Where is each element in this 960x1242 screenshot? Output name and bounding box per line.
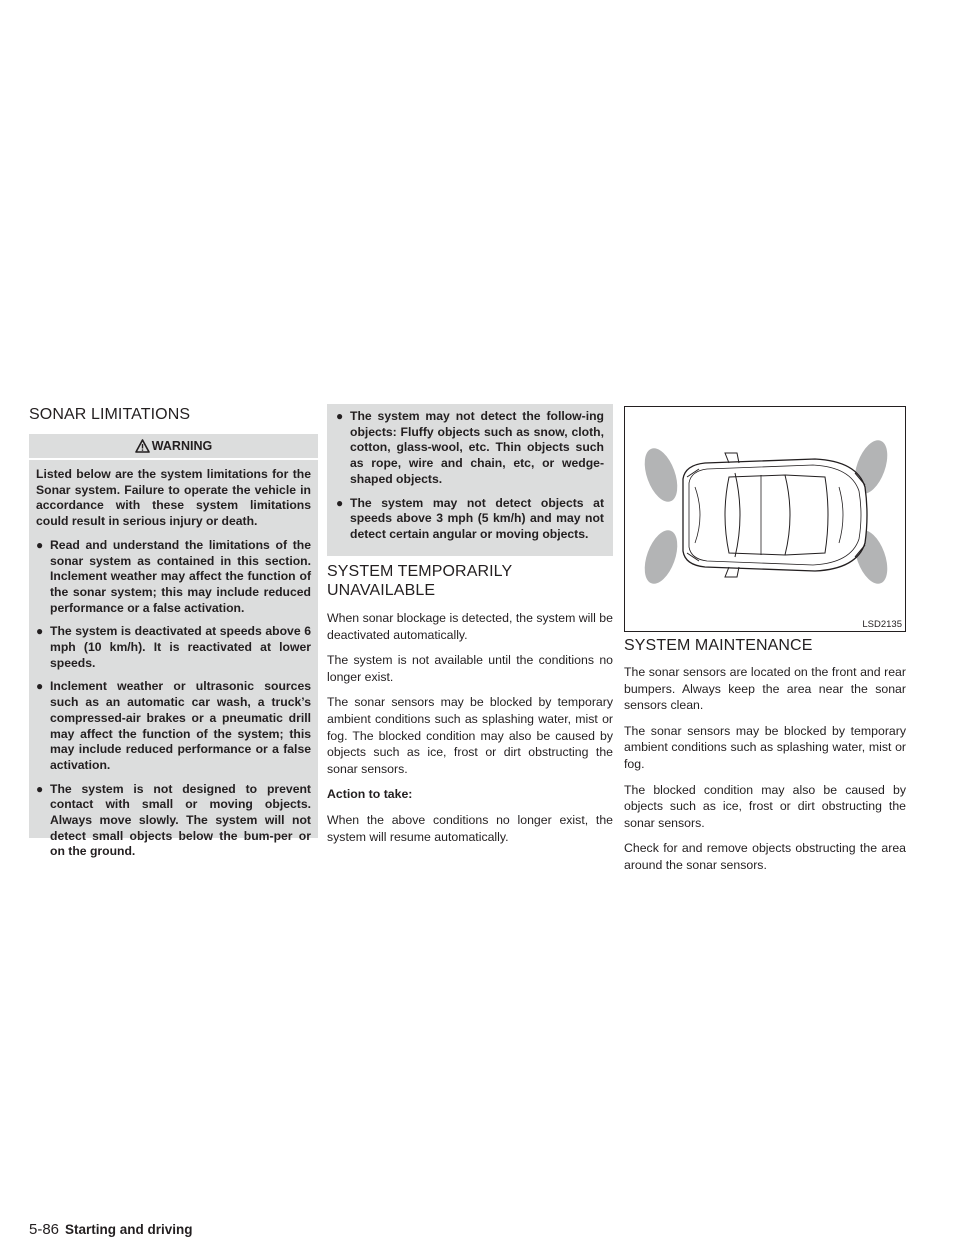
warning-bullet xyxy=(336,409,604,488)
paragraph: Check for and remove objects obstructing the area around the sonar sensors. xyxy=(624,841,906,872)
warning-box-continued xyxy=(327,404,613,556)
bullet-text: The system may not detect objects at speeds above 3 mph (5 km/h) and may not detect certain angular or moving objects. xyxy=(350,495,604,541)
page-footer xyxy=(29,1221,193,1239)
paragraph: The sonar sensors may be blocked by temporary ambient conditions such as splashing water, mist or fog. The blocked condition may also be caused by objects such as ice, frost or dirt obstructing the sonar sensors. xyxy=(327,695,613,776)
bullet-dot-icon: ● xyxy=(36,679,44,694)
warning-bullet xyxy=(36,538,311,617)
warning-intro: Listed below are the system limitations for the Sonar system. Failure to operate the vehicle in accordance with these system limitations could result in serious injury or death. xyxy=(36,467,311,529)
bullet-text: The system is not designed to prevent contact with small or moving objects. Always move slowly. The system will not detect small objects below the bum-per or on the ground. xyxy=(50,781,311,859)
sonar-sensor-figure xyxy=(624,406,906,632)
bullet-dot-icon: ● xyxy=(36,624,44,639)
warning-bullet xyxy=(336,496,604,543)
warning-bullet xyxy=(36,679,311,773)
paragraph: When sonar blockage is detected, the system will be deactivated automatically. xyxy=(327,611,613,642)
warning-bullet xyxy=(36,624,311,671)
warning-triangle-icon xyxy=(135,439,150,453)
bullet-text: Read and understand the limitations of the sonar system as contained in this section. Inclement weather may affect the function of the sonar system; this may include reduced performance or a false activation. xyxy=(50,537,311,615)
bullet-dot-icon: ● xyxy=(336,495,344,510)
bullet-text: The system may not detect the follow-ing objects: Fluffy objects such as snow, cloth, cotton, glass-wool, etc. Thin objects such as rope, wire and chain, etc, or wedge-shaped objects. xyxy=(350,409,604,486)
figure-id-label: LSD2135 xyxy=(862,619,902,630)
bullet-dot-icon: ● xyxy=(36,537,44,552)
section-title: Starting and driving xyxy=(65,1222,193,1237)
warning-box xyxy=(29,434,318,859)
heading-system-maintenance: SYSTEM MAINTENANCE xyxy=(624,637,813,654)
paragraph: The sonar sensors are located on the front and rear bumpers. Always keep the area near the sonar sensors clean. xyxy=(624,665,906,713)
action-label: Action to take: xyxy=(327,787,413,802)
bullet-text: The system is deactivated at speeds above 6 mph (10 km/h). It is reactivated at lower speeds. xyxy=(50,624,311,670)
bullet-dot-icon: ● xyxy=(36,781,44,796)
paragraph: The blocked condition may also be caused by objects such as ice, frost or dirt obstructing the sonar sensors. xyxy=(624,782,906,830)
warning-title-text: WARNING xyxy=(151,439,213,453)
paragraph: When the above conditions no longer exist, the system will resume automatically. xyxy=(327,812,613,844)
heading-system-temporarily-unavailable: SYSTEM TEMPORARILY UNAVAILABLE xyxy=(327,563,512,599)
page-number: 5-86 xyxy=(29,1221,60,1238)
bullet-dot-icon: ● xyxy=(336,409,344,423)
warning-title xyxy=(29,434,318,460)
warning-bullet xyxy=(36,782,311,861)
car-top-view-illustration xyxy=(625,407,905,631)
heading-sonar-limitations: SONAR LIMITATIONS xyxy=(29,406,191,423)
paragraph: The sonar sensors may be blocked by temporary ambient conditions such as splashing water, mist or fog. xyxy=(624,723,906,771)
paragraph: The system is not available until the conditions no longer exist. xyxy=(327,653,613,684)
bullet-text: Inclement weather or ultrasonic sources such as an automatic car wash, a truck’s compressed-air brakes or a pneumatic drill may affect the function of the system; this may include reduced performance or a false activation. xyxy=(50,679,311,772)
